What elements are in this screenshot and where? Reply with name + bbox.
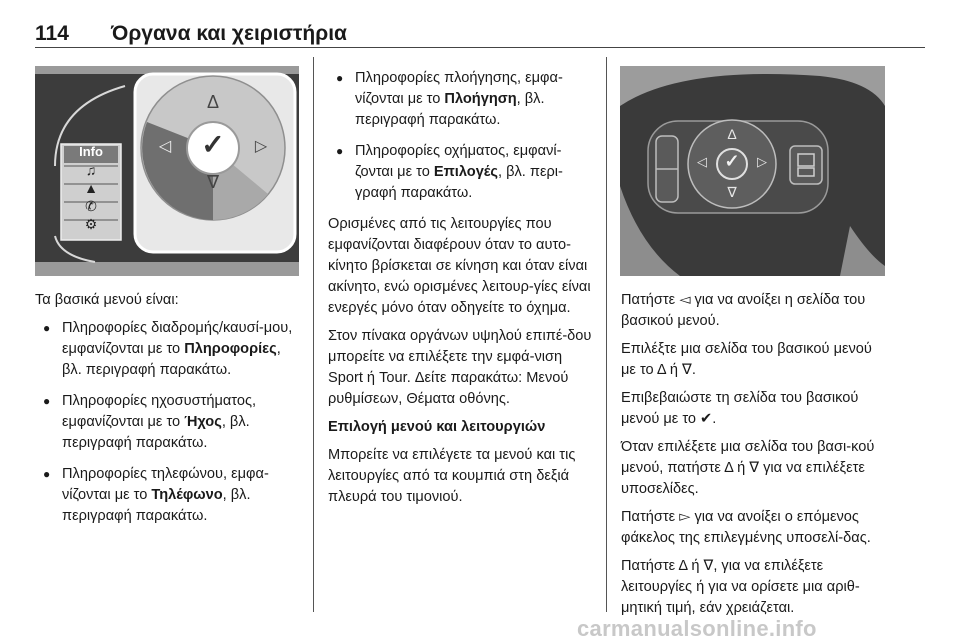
wheel-ok-check-icon: ✓ xyxy=(724,151,740,171)
page-number: 114 xyxy=(35,22,69,45)
menu-item-navigation-icon: ▲ xyxy=(84,180,98,196)
up-button-icon: Δ xyxy=(206,92,220,112)
column-divider-left xyxy=(313,57,314,612)
list-item: ● Πληροφορίες πλοήγησης, εμφα-νίζονται με το Πλοήγηση, βλ. περιγραφή παρακάτω. xyxy=(328,68,592,131)
menu-name: Πληροφορίες xyxy=(184,341,277,357)
wheel-left-button-icon: ◁ xyxy=(697,154,707,169)
menu-name: Πλοήγηση xyxy=(444,91,517,107)
wheel-up-button-icon: Δ xyxy=(727,126,737,142)
menu-name: Τηλέφωνο xyxy=(151,487,223,503)
steering-wheel-figure xyxy=(620,66,885,276)
menu-item-audio-icon: ♫ xyxy=(85,162,97,178)
header-rule xyxy=(35,47,925,48)
instruction-paragraph: Επιλέξτε μια σελίδα του βασικού μενού με το Δ ή ∇. xyxy=(621,341,872,378)
main-menus-list xyxy=(35,318,297,527)
main-menus-intro: Τα βασικά μενού είναι: xyxy=(35,292,179,308)
list-item: ● Πληροφορίες τηλεφώνου, εμφα-νίζονται με το Τηλέφωνο, βλ. περιγραφή παρακάτω. xyxy=(35,464,297,527)
right-button-icon: ▷ xyxy=(254,138,268,155)
menu-item-phone-icon: ✆ xyxy=(85,198,97,214)
menu-name: Επιλογές xyxy=(433,164,498,180)
column-divider-right xyxy=(606,57,607,612)
page-header xyxy=(35,0,925,48)
steering-wheel-illustration xyxy=(620,66,885,276)
menu-selection-paragraph: Μπορείτε να επιλέγετε τα μενού και τις λειτουργίες από τα κουμπιά στη δεξιά πλευρά του τιμονιού. xyxy=(328,447,576,505)
display-style-paragraph: Στον πίνακα οργάνων υψηλού επιπέ-δου μπορείτε να επιλέξετε την εμφά-νιση Sport ή Tour. Δείτε παρακάτω: Μενού ρυθμίσεων, Θέματα οθόνης. xyxy=(328,328,592,407)
instruction-paragraph: Όταν επιλέξετε μια σελίδα του βασι-κού μενού, πατήστε Δ ή ∇ για να επιλέξετε υποσελίδες. xyxy=(621,439,875,497)
wheel-down-button-icon: ∇ xyxy=(727,184,737,200)
instruction-paragraph: Πατήστε Δ ή ∇, για να επιλέξετε λειτουργίες ή για να ορίσετε μια αριθ-μητική τιμή, εάν χρειάζεται. xyxy=(621,558,860,616)
left-button-icon: ◁ xyxy=(158,138,172,155)
menu-name: Ήχος xyxy=(184,414,222,430)
list-item: ● Πληροφορίες ηχοσυστήματος, εμφανίζονται με το Ήχος, βλ. περιγραφή παρακάτω. xyxy=(35,391,297,454)
instruction-paragraph: Πατήστε ◅ για να ανοίξει η σελίδα του βασικού μενού. xyxy=(621,292,866,329)
down-button-icon: ∇ xyxy=(206,172,220,192)
page-title: Όργανα και χειριστήρια xyxy=(111,22,347,45)
list-item: ● Πληροφορίες διαδρομής/καυσί-μου, εμφανίζονται με το Πληροφορίες, βλ. περιγραφή παρακάτω. xyxy=(35,318,297,381)
instruction-paragraph: Πατήστε ▻ για να ανοίξει ο επόμενος φάκελος της επιλεγμένης υποσελί-δας. xyxy=(621,509,871,546)
menu-item-info: Info xyxy=(79,144,103,159)
middle-column xyxy=(328,68,592,515)
main-menus-list-continued xyxy=(328,68,592,204)
list-item: ● Πληροφορίες οχήματος, εμφανί-ζονται με το Επιλογές, βλ. περι-γραφή παρακάτω. xyxy=(328,141,592,204)
left-column xyxy=(35,290,297,537)
wheel-right-button-icon: ▷ xyxy=(757,154,767,169)
ok-check-icon: ✓ xyxy=(201,129,225,160)
section-heading: Επιλογή μενού και λειτουργιών xyxy=(328,419,546,435)
cluster-menu-figure xyxy=(35,66,299,276)
menu-item-settings-icon: ⚙ xyxy=(84,216,98,232)
watermark: carmanualsonline.info xyxy=(577,616,817,641)
instruction-paragraph: Επιβεβαιώστε τη σελίδα του βασικού μενού με το ✔. xyxy=(621,390,859,427)
driving-functions-paragraph: Ορισμένες από τις λειτουργίες που εμφανίζονται διαφέρουν όταν το αυτο-κίνητο βρίσκεται σε κίνηση και όταν είναι ακίνητο, ενώ ορισμένες λειτουρ-γίες είναι ενεργές μόνο όταν οδηγείτε το όχημα. xyxy=(328,216,591,316)
right-column xyxy=(621,290,887,626)
